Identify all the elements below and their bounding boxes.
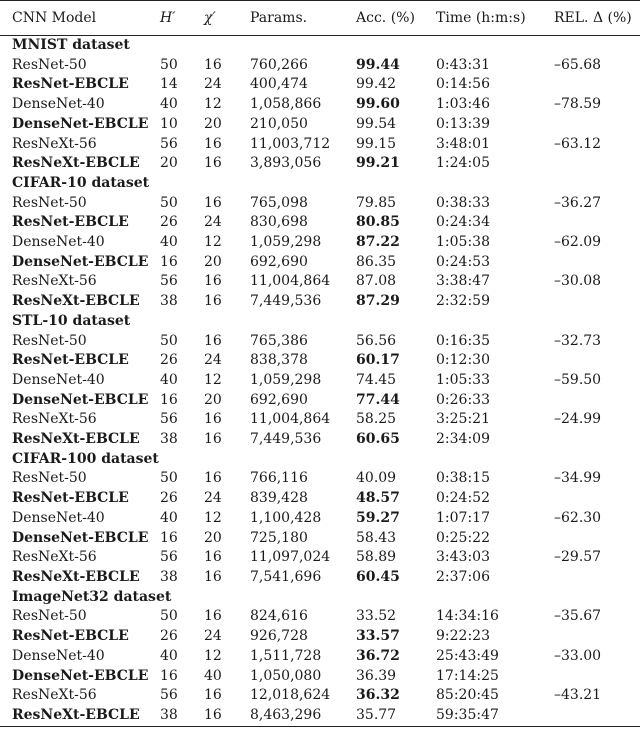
cell-rel [554, 489, 640, 509]
cell-chi: 24 [204, 490, 222, 507]
cell-model: DenseNet-40 [12, 234, 105, 251]
cell-acc: 99.60 [356, 96, 400, 113]
cell-params: 765,098 [250, 194, 308, 211]
cell-params: 824,616 [250, 608, 308, 625]
cell-params: 692,690 [250, 253, 308, 270]
cell-time: 1:05:33 [436, 371, 490, 388]
cell-h: 40 [160, 96, 178, 113]
cell-acc: 36.72 [356, 647, 400, 664]
cell-chi: 16 [204, 608, 222, 625]
section-title: CIFAR-100 dataset [12, 450, 159, 467]
cell-acc: 48.57 [356, 490, 400, 507]
cell-time: 0:38:15 [436, 470, 490, 487]
cell-model: DenseNet-EBCLE [12, 253, 149, 270]
header-params: Params. [250, 10, 308, 26]
cell-acc: 77.44 [356, 391, 400, 408]
cell-time: 0:24:52 [436, 490, 490, 507]
cell-acc: 60.65 [356, 431, 400, 448]
cell-chi: 20 [204, 115, 222, 132]
cell-h: 38 [160, 293, 178, 310]
cell-chi: 20 [204, 391, 222, 408]
cell-chi: 16 [204, 56, 222, 73]
table-row [0, 469, 640, 489]
section-title: ImageNet32 dataset [12, 588, 172, 605]
cell-params: 766,116 [250, 470, 308, 487]
cell-params: 1,511,728 [250, 647, 322, 664]
cell-rel: –63.12 [554, 135, 602, 152]
table-row [0, 706, 640, 726]
cell-params: 725,180 [250, 529, 308, 546]
cell-h: 56 [160, 273, 178, 290]
table-row [0, 332, 640, 352]
table-row [0, 135, 640, 155]
cell-rel [554, 292, 640, 312]
cell-h: 40 [160, 647, 178, 664]
cell-time: 1:07:17 [436, 509, 490, 526]
cell-params: 7,449,536 [250, 293, 322, 310]
table-row [0, 686, 640, 706]
cell-h: 16 [160, 667, 178, 684]
cell-h: 56 [160, 687, 178, 704]
table-row [0, 194, 640, 214]
cell-chi: 12 [204, 647, 222, 664]
cell-time: 1:05:38 [436, 234, 490, 251]
cell-chi: 16 [204, 687, 222, 704]
cell-rel [554, 667, 640, 687]
cell-h: 10 [160, 115, 178, 132]
table-row [0, 95, 640, 115]
cell-chi: 16 [204, 411, 222, 428]
cell-rel [554, 627, 640, 647]
cell-chi: 12 [204, 509, 222, 526]
cell-rel [554, 430, 640, 450]
cell-params: 838,378 [250, 352, 308, 369]
cell-chi: 40 [204, 667, 222, 684]
cell-acc: 33.52 [356, 608, 397, 625]
cell-chi: 16 [204, 135, 222, 152]
cell-model: ResNeXt-56 [12, 687, 97, 704]
cell-rel: –24.99 [554, 411, 602, 428]
cell-model: DenseNet-40 [12, 96, 105, 113]
cell-h: 50 [160, 194, 178, 211]
cell-h: 50 [160, 608, 178, 625]
cell-model: DenseNet-EBCLE [12, 115, 149, 132]
cell-chi: 12 [204, 96, 222, 113]
cell-time: 0:25:22 [436, 529, 490, 546]
cell-rel [554, 568, 640, 588]
cell-rel: –59.50 [554, 371, 602, 388]
cell-model: ResNet-50 [12, 332, 87, 349]
cell-params: 400,474 [250, 76, 308, 93]
cell-h: 56 [160, 549, 178, 566]
table-row [0, 627, 640, 647]
cell-model: DenseNet-EBCLE [12, 529, 149, 546]
cell-chi: 24 [204, 76, 222, 93]
cell-params: 765,386 [250, 332, 308, 349]
cell-params: 1,058,866 [250, 96, 322, 113]
cell-chi: 24 [204, 214, 222, 231]
cell-acc: 99.54 [356, 115, 397, 132]
cell-acc: 58.43 [356, 529, 397, 546]
table-row [0, 351, 640, 371]
cell-params: 839,428 [250, 490, 308, 507]
cell-h: 56 [160, 411, 178, 428]
cell-model: DenseNet-EBCLE [12, 391, 149, 408]
table-row [0, 253, 640, 273]
cell-time: 9:22:23 [436, 628, 490, 645]
cell-model: ResNet-EBCLE [12, 352, 129, 369]
cell-acc: 59.27 [356, 509, 400, 526]
cell-model: ResNet-50 [12, 56, 87, 73]
cell-h: 56 [160, 135, 178, 152]
cell-time: 0:24:53 [436, 253, 490, 270]
cell-chi: 20 [204, 529, 222, 546]
cell-params: 760,266 [250, 56, 308, 73]
cell-rel: –62.09 [554, 234, 602, 251]
header-acc: Acc. (%) [356, 10, 415, 26]
cell-acc: 40.09 [356, 470, 397, 487]
cell-model: ResNet-50 [12, 470, 87, 487]
cell-chi: 20 [204, 253, 222, 270]
table-row [0, 233, 640, 253]
cell-chi: 16 [204, 293, 222, 310]
cell-time: 0:12:30 [436, 352, 490, 369]
cell-params: 692,690 [250, 391, 308, 408]
section-title: CIFAR-10 dataset [12, 174, 150, 191]
cell-model: DenseNet-40 [12, 509, 105, 526]
cell-chi: 16 [204, 431, 222, 448]
cell-h: 50 [160, 470, 178, 487]
cell-h: 38 [160, 568, 178, 585]
table-row [0, 115, 640, 135]
cell-acc: 99.44 [356, 56, 400, 73]
cell-time: 3:38:47 [436, 273, 490, 290]
cell-params: 8,463,296 [250, 706, 322, 723]
cell-acc: 60.45 [356, 568, 400, 585]
cell-rel [554, 213, 640, 233]
cell-acc: 58.89 [356, 549, 397, 566]
cell-params: 210,050 [250, 115, 308, 132]
table-row [0, 272, 640, 292]
cell-rel: –35.67 [554, 608, 602, 625]
cell-chi: 16 [204, 568, 222, 585]
cell-acc: 79.85 [356, 194, 397, 211]
cell-chi: 16 [204, 273, 222, 290]
cell-h: 50 [160, 56, 178, 73]
cell-h: 26 [160, 490, 178, 507]
cell-params: 11,097,024 [250, 549, 331, 566]
table-row [0, 548, 640, 568]
cell-rel: –30.08 [554, 273, 602, 290]
table-row [0, 154, 640, 174]
cell-chi: 24 [204, 628, 222, 645]
cell-acc: 58.25 [356, 411, 397, 428]
cell-rel: –78.59 [554, 96, 602, 113]
cell-chi: 12 [204, 371, 222, 388]
cell-model: ResNeXt-EBCLE [12, 568, 140, 585]
cell-time: 3:43:03 [436, 549, 490, 566]
cell-acc: 36.39 [356, 667, 397, 684]
cell-h: 16 [160, 529, 178, 546]
table-body [0, 36, 640, 727]
table-row [0, 509, 640, 529]
header-row [0, 1, 640, 36]
cell-chi: 16 [204, 549, 222, 566]
cell-time: 1:03:46 [436, 96, 490, 113]
cell-time: 0:24:34 [436, 214, 490, 231]
cell-chi: 16 [204, 706, 222, 723]
cell-rel: –65.68 [554, 56, 602, 73]
cell-params: 1,050,080 [250, 667, 322, 684]
cell-h: 40 [160, 509, 178, 526]
cell-model: DenseNet-EBCLE [12, 667, 149, 684]
cell-h: 38 [160, 706, 178, 723]
table-row [0, 647, 640, 667]
cell-h: 50 [160, 332, 178, 349]
cell-time: 59:35:47 [436, 706, 499, 723]
cell-acc: 87.29 [356, 293, 400, 310]
cell-h: 16 [160, 253, 178, 270]
cell-params: 926,728 [250, 628, 308, 645]
cell-params: 7,541,696 [250, 568, 322, 585]
table-row [0, 213, 640, 233]
header-rel: REL. Δ (%) [554, 10, 632, 26]
section-title-row [0, 588, 640, 608]
cell-params: 1,100,428 [250, 509, 322, 526]
header-model: CNN Model [12, 10, 97, 26]
cell-time: 0:43:31 [436, 56, 490, 73]
cell-acc: 56.56 [356, 332, 397, 349]
cell-acc: 35.77 [356, 706, 397, 723]
section-title: MNIST dataset [12, 37, 130, 53]
table-row [0, 75, 640, 95]
cell-model: DenseNet-40 [12, 371, 105, 388]
cell-h: 16 [160, 391, 178, 408]
table-row [0, 607, 640, 627]
cell-h: 14 [160, 76, 178, 93]
cell-rel: –34.99 [554, 470, 602, 487]
section-title-row [0, 312, 640, 332]
cell-model: ResNet-EBCLE [12, 214, 129, 231]
cell-time: 2:32:59 [436, 293, 490, 310]
cell-acc: 60.17 [356, 352, 400, 369]
header-h: H′ [160, 10, 176, 26]
cell-params: 11,003,712 [250, 135, 331, 152]
cell-model: ResNeXt-EBCLE [12, 293, 140, 310]
cell-h: 26 [160, 628, 178, 645]
table-row [0, 489, 640, 509]
cell-model: ResNeXt-56 [12, 549, 97, 566]
cell-model: ResNeXt-56 [12, 411, 97, 428]
cell-acc: 99.15 [356, 135, 397, 152]
cell-params: 12,018,624 [250, 687, 331, 704]
cell-acc: 74.45 [356, 371, 397, 388]
cell-time: 0:14:56 [436, 76, 490, 93]
cell-rel: –33.00 [554, 647, 602, 664]
cell-time: 2:34:09 [436, 431, 490, 448]
cell-acc: 87.08 [356, 273, 397, 290]
cell-time: 0:13:39 [436, 115, 490, 132]
cell-params: 11,004,864 [250, 273, 331, 290]
cell-time: 3:48:01 [436, 135, 490, 152]
cell-chi: 16 [204, 332, 222, 349]
table-row [0, 430, 640, 450]
cell-h: 38 [160, 431, 178, 448]
cell-time: 1:24:05 [436, 155, 490, 172]
table-row [0, 410, 640, 430]
header-time: Time (h:m:s) [436, 10, 526, 26]
cell-h: 26 [160, 214, 178, 231]
cell-model: ResNeXt-EBCLE [12, 431, 140, 448]
cell-time: 2:37:06 [436, 568, 490, 585]
table-row [0, 568, 640, 588]
cell-chi: 16 [204, 155, 222, 172]
section-title-row [0, 36, 640, 56]
table-row [0, 371, 640, 391]
cell-model: ResNet-EBCLE [12, 490, 129, 507]
table-row [0, 292, 640, 312]
cell-rel: –32.73 [554, 332, 602, 349]
cell-h: 20 [160, 155, 178, 172]
cell-rel [554, 391, 640, 411]
cell-rel: –62.30 [554, 509, 602, 526]
cell-params: 7,449,536 [250, 431, 322, 448]
cell-rel [554, 351, 640, 371]
cell-rel: –29.57 [554, 549, 602, 566]
cell-rel [554, 154, 640, 174]
cell-params: 1,059,298 [250, 371, 322, 388]
cell-acc: 36.32 [356, 687, 400, 704]
cell-acc: 80.85 [356, 214, 400, 231]
cell-model: ResNet-EBCLE [12, 76, 129, 93]
section-title: STL-10 dataset [12, 312, 131, 329]
cell-chi: 16 [204, 470, 222, 487]
cell-rel: –36.27 [554, 194, 602, 211]
table-row [0, 391, 640, 411]
cell-params: 3,893,056 [250, 155, 322, 172]
cell-acc: 99.21 [356, 155, 400, 172]
cell-acc: 99.42 [356, 76, 397, 93]
header-chi: χ′ [204, 10, 216, 26]
cell-acc: 86.35 [356, 253, 397, 270]
cell-acc: 87.22 [356, 234, 400, 251]
table-row [0, 56, 640, 76]
cell-time: 3:25:21 [436, 411, 490, 428]
cell-time: 0:16:35 [436, 332, 490, 349]
cell-params: 11,004,864 [250, 411, 331, 428]
cell-chi: 16 [204, 194, 222, 211]
cell-time: 0:38:33 [436, 194, 490, 211]
cell-time: 0:26:33 [436, 391, 490, 408]
cell-chi: 12 [204, 234, 222, 251]
cell-chi: 24 [204, 352, 222, 369]
cell-model: ResNet-50 [12, 194, 87, 211]
cell-rel [554, 75, 640, 95]
table-row [0, 529, 640, 549]
cell-params: 1,059,298 [250, 234, 322, 251]
cell-h: 40 [160, 234, 178, 251]
cell-rel [554, 706, 640, 726]
cell-params: 830,698 [250, 214, 308, 231]
cell-rel: –43.21 [554, 687, 602, 704]
section-title-row [0, 174, 640, 194]
cell-model: DenseNet-40 [12, 647, 105, 664]
cell-rel [554, 529, 640, 549]
cell-time: 25:43:49 [436, 647, 499, 664]
cell-model: ResNet-EBCLE [12, 628, 129, 645]
cell-rel [554, 253, 640, 273]
cell-model: ResNeXt-56 [12, 273, 97, 290]
cell-rel [554, 115, 640, 135]
cell-model: ResNeXt-56 [12, 135, 97, 152]
table-row [0, 667, 640, 687]
cell-time: 85:20:45 [436, 687, 499, 704]
cell-acc: 33.57 [356, 628, 400, 645]
cell-model: ResNeXt-EBCLE [12, 706, 140, 723]
cell-time: 14:34:16 [436, 608, 499, 625]
cell-h: 40 [160, 371, 178, 388]
cell-model: ResNet-50 [12, 608, 87, 625]
cell-h: 26 [160, 352, 178, 369]
cell-model: ResNeXt-EBCLE [12, 155, 140, 172]
cell-time: 17:14:25 [436, 667, 499, 684]
section-title-row [0, 450, 640, 470]
